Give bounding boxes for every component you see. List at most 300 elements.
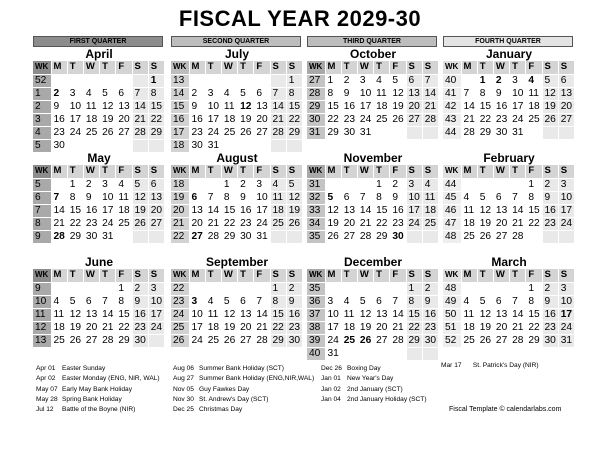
week-row: [171, 178, 303, 191]
day-cell: 14: [390, 308, 406, 321]
day-cell: 10: [406, 191, 422, 204]
day-header: T: [100, 61, 116, 74]
day-cell: 11: [374, 87, 390, 100]
day-cell: 10: [254, 191, 270, 204]
day-header: S: [422, 61, 438, 74]
day-cell: 26: [238, 126, 254, 139]
week-number: 43: [443, 113, 461, 126]
holiday-date: Apr 02: [36, 375, 56, 383]
week-row: [33, 191, 165, 204]
holiday-name: New Year's Day: [347, 375, 394, 383]
day-cell: 4: [374, 74, 390, 87]
day-cell: 27: [406, 113, 422, 126]
week-header: WK: [443, 269, 461, 282]
week-number: 39: [307, 334, 325, 347]
day-cell: 17: [510, 100, 526, 113]
holiday-name: Easter Monday (ENG, NIR, WAL): [62, 375, 160, 383]
week-row: [33, 217, 165, 230]
holiday-name: 2nd January (SCT): [347, 385, 403, 393]
day-header: S: [286, 269, 302, 282]
day-cell: [325, 282, 341, 295]
day-cell: 11: [526, 87, 542, 100]
day-header: T: [510, 269, 526, 282]
week-number: 50: [443, 308, 461, 321]
day-cell: 12: [477, 204, 493, 217]
day-cell: 3: [325, 295, 341, 308]
day-cell: 9: [493, 87, 509, 100]
day-cell: 20: [341, 217, 357, 230]
week-number: 13: [33, 334, 51, 347]
week-number: 18: [171, 139, 189, 152]
day-header: T: [238, 269, 254, 282]
month-name: February: [483, 151, 535, 165]
day-header: M: [461, 269, 477, 282]
day-header: M: [189, 269, 205, 282]
day-cell: 20: [406, 100, 422, 113]
month-table: [443, 61, 575, 140]
day-cell: 24: [558, 217, 574, 230]
month-table: [33, 165, 165, 244]
day-header: T: [100, 269, 116, 282]
day-header: S: [270, 61, 286, 74]
day-header: T: [67, 165, 83, 178]
day-cell: 8: [221, 191, 237, 204]
day-cell: 6: [493, 191, 509, 204]
day-cell: [132, 230, 148, 243]
day-cell: 10: [558, 295, 574, 308]
day-cell: 24: [189, 334, 205, 347]
holiday-name: Christmas Day: [199, 406, 243, 414]
holiday-row: [173, 385, 314, 395]
day-cell: [526, 230, 542, 243]
day-cell: 28: [51, 230, 67, 243]
holiday-name: Early May Bank Holiday: [62, 385, 132, 393]
day-cell: 2: [286, 282, 302, 295]
day-cell: [100, 282, 116, 295]
day-header: M: [51, 165, 67, 178]
week-row: [443, 178, 575, 191]
week-number: 34: [307, 217, 325, 230]
day-cell: 11: [83, 100, 99, 113]
week-row: [307, 74, 439, 87]
month-october: [307, 47, 439, 140]
day-cell: 11: [461, 204, 477, 217]
day-cell: [254, 282, 270, 295]
week-number: 25: [171, 321, 189, 334]
week-row: [171, 191, 303, 204]
month-january: [443, 47, 575, 140]
day-cell: 12: [286, 191, 302, 204]
month-name: October: [349, 47, 396, 61]
day-cell: 28: [510, 230, 526, 243]
day-cell: 8: [526, 295, 542, 308]
day-cell: 8: [477, 87, 493, 100]
week-row: [33, 100, 165, 113]
day-cell: [341, 178, 357, 191]
holiday-row: [321, 385, 427, 395]
day-header: S: [132, 165, 148, 178]
day-header: F: [254, 61, 270, 74]
week-row: [443, 308, 575, 321]
month-name: May: [87, 151, 111, 165]
day-header: W: [493, 269, 509, 282]
week-number: 40: [443, 74, 461, 87]
day-cell: [189, 74, 205, 87]
holiday-date: Jan 02: [321, 385, 341, 393]
day-cell: 28: [461, 126, 477, 139]
week-number: 48: [443, 230, 461, 243]
day-cell: 8: [526, 191, 542, 204]
day-cell: 18: [374, 100, 390, 113]
month-table: [171, 165, 303, 244]
day-cell: [493, 178, 509, 191]
day-cell: [221, 74, 237, 87]
holiday-name: Easter Sunday: [62, 365, 106, 372]
day-cell: 14: [205, 204, 221, 217]
day-cell: 1: [67, 178, 83, 191]
holiday-name: 2nd January Holiday (SCT): [347, 395, 427, 403]
day-cell: 21: [270, 113, 286, 126]
week-number: 47: [443, 217, 461, 230]
day-cell: [341, 282, 357, 295]
day-cell: 5: [221, 295, 237, 308]
day-cell: 17: [325, 321, 341, 334]
day-cell: [148, 230, 164, 243]
day-cell: 27: [341, 230, 357, 243]
day-cell: 20: [493, 321, 509, 334]
day-cell: 15: [221, 204, 237, 217]
day-cell: 2: [51, 87, 67, 100]
holiday-name: Spring Bank Holiday: [62, 395, 122, 403]
day-cell: [189, 282, 205, 295]
day-cell: 28: [205, 230, 221, 243]
week-row: [443, 321, 575, 334]
day-cell: 4: [526, 74, 542, 87]
day-header: F: [116, 269, 132, 282]
day-cell: [406, 230, 422, 243]
day-header: T: [477, 269, 493, 282]
week-number: 32: [307, 191, 325, 204]
day-cell: [83, 74, 99, 87]
day-cell: 17: [205, 113, 221, 126]
week-row: [307, 334, 439, 347]
day-cell: 30: [542, 334, 558, 347]
day-cell: 15: [270, 308, 286, 321]
day-cell: 27: [493, 230, 509, 243]
day-cell: 17: [189, 321, 205, 334]
week-header: WK: [443, 61, 461, 74]
day-cell: 29: [148, 126, 164, 139]
day-header: S: [558, 61, 574, 74]
week-row: [171, 204, 303, 217]
day-cell: [390, 347, 406, 360]
day-cell: 23: [132, 321, 148, 334]
month-table: [307, 61, 439, 140]
day-cell: 5: [132, 178, 148, 191]
month-july: [171, 47, 303, 153]
day-cell: 22: [148, 113, 164, 126]
day-cell: 10: [510, 87, 526, 100]
day-cell: 24: [558, 321, 574, 334]
day-header: F: [116, 165, 132, 178]
month-table: [33, 61, 165, 153]
week-number: 35: [307, 230, 325, 243]
week-number: 42: [443, 100, 461, 113]
day-cell: 9: [238, 191, 254, 204]
day-cell: 5: [542, 74, 558, 87]
day-cell: [510, 178, 526, 191]
day-cell: 19: [542, 100, 558, 113]
day-cell: [493, 282, 509, 295]
month-name: June: [84, 255, 113, 269]
day-header: F: [526, 165, 542, 178]
day-cell: 4: [221, 87, 237, 100]
day-cell: 3: [558, 178, 574, 191]
day-cell: 13: [238, 308, 254, 321]
month-name: April: [85, 47, 113, 61]
day-cell: 21: [357, 217, 373, 230]
month-name: September: [205, 255, 269, 269]
week-header: WK: [171, 61, 189, 74]
quarter-bar-first: FIRST QUARTER: [33, 36, 163, 47]
day-cell: 29: [374, 230, 390, 243]
day-cell: 21: [390, 321, 406, 334]
day-cell: 24: [148, 321, 164, 334]
day-cell: 13: [116, 100, 132, 113]
day-cell: 10: [205, 100, 221, 113]
day-header: F: [254, 269, 270, 282]
day-cell: 22: [374, 217, 390, 230]
day-header: F: [390, 165, 406, 178]
day-cell: 16: [189, 113, 205, 126]
day-cell: 26: [132, 217, 148, 230]
day-cell: 28: [510, 334, 526, 347]
day-cell: 23: [542, 321, 558, 334]
day-cell: [132, 74, 148, 87]
day-cell: [390, 126, 406, 139]
day-cell: 13: [493, 308, 509, 321]
week-row: [443, 282, 575, 295]
day-cell: 16: [341, 100, 357, 113]
day-cell: 21: [254, 321, 270, 334]
week-number: 38: [307, 321, 325, 334]
day-cell: 13: [148, 191, 164, 204]
day-cell: 19: [390, 100, 406, 113]
week-row: [307, 295, 439, 308]
week-row: [443, 100, 575, 113]
week-number: 1: [33, 87, 51, 100]
day-cell: [100, 74, 116, 87]
day-cell: 3: [406, 178, 422, 191]
day-cell: [510, 282, 526, 295]
day-cell: 26: [286, 217, 302, 230]
week-number: 13: [171, 74, 189, 87]
week-number: 5: [33, 139, 51, 152]
day-cell: 7: [510, 295, 526, 308]
day-cell: 20: [148, 204, 164, 217]
day-header: T: [477, 61, 493, 74]
day-cell: 11: [270, 191, 286, 204]
day-cell: 23: [286, 321, 302, 334]
week-row: [33, 74, 165, 87]
day-header: F: [526, 269, 542, 282]
day-header: S: [406, 165, 422, 178]
holiday-date: Mar 17: [441, 362, 462, 369]
day-cell: 21: [461, 113, 477, 126]
day-cell: 18: [461, 321, 477, 334]
day-header: T: [374, 269, 390, 282]
day-cell: 28: [270, 126, 286, 139]
week-number: 41: [443, 87, 461, 100]
day-cell: [558, 126, 574, 139]
day-cell: 31: [325, 347, 341, 360]
day-cell: 21: [51, 217, 67, 230]
day-cell: 14: [132, 100, 148, 113]
day-cell: 18: [83, 113, 99, 126]
week-row: [307, 217, 439, 230]
day-cell: [422, 347, 438, 360]
day-cell: [341, 347, 357, 360]
day-cell: 7: [205, 191, 221, 204]
day-cell: 11: [422, 191, 438, 204]
day-cell: 11: [116, 191, 132, 204]
day-header: M: [189, 165, 205, 178]
day-cell: 23: [422, 321, 438, 334]
week-row: [307, 230, 439, 243]
week-number: 11: [33, 308, 51, 321]
day-cell: 23: [51, 126, 67, 139]
day-cell: 12: [132, 191, 148, 204]
day-header: W: [221, 165, 237, 178]
week-number: 24: [171, 308, 189, 321]
day-header: W: [357, 165, 373, 178]
day-cell: [205, 74, 221, 87]
day-cell: 13: [406, 87, 422, 100]
day-header: S: [148, 269, 164, 282]
day-cell: 2: [189, 87, 205, 100]
week-header: WK: [443, 165, 461, 178]
day-cell: 31: [558, 334, 574, 347]
week-number: 5: [33, 178, 51, 191]
week-number: 52: [443, 334, 461, 347]
day-cell: [51, 74, 67, 87]
day-cell: 13: [558, 87, 574, 100]
day-cell: 6: [116, 87, 132, 100]
day-cell: 28: [254, 334, 270, 347]
day-cell: 7: [254, 295, 270, 308]
week-row: [443, 87, 575, 100]
day-cell: 10: [148, 295, 164, 308]
holiday-name: St. Patrick's Day (NIR): [472, 362, 539, 369]
day-cell: 9: [83, 191, 99, 204]
day-header: S: [148, 61, 164, 74]
day-cell: 26: [325, 230, 341, 243]
day-header: F: [526, 61, 542, 74]
day-cell: 27: [83, 334, 99, 347]
week-number: 17: [171, 126, 189, 139]
day-cell: 19: [221, 321, 237, 334]
week-number: 22: [171, 282, 189, 295]
day-cell: 7: [51, 191, 67, 204]
day-cell: 2: [422, 282, 438, 295]
day-cell: 22: [477, 113, 493, 126]
day-cell: [406, 126, 422, 139]
day-cell: 30: [238, 230, 254, 243]
holiday-row: [36, 374, 160, 384]
day-cell: [526, 126, 542, 139]
day-cell: [461, 282, 477, 295]
day-cell: 22: [67, 217, 83, 230]
month-name: December: [343, 255, 403, 269]
week-number: 45: [443, 191, 461, 204]
day-cell: 18: [116, 204, 132, 217]
day-cell: 14: [100, 308, 116, 321]
day-cell: 25: [83, 126, 99, 139]
week-row: [443, 334, 575, 347]
day-cell: [205, 178, 221, 191]
day-cell: 6: [254, 87, 270, 100]
day-cell: 7: [100, 295, 116, 308]
day-header: F: [254, 165, 270, 178]
day-cell: 16: [390, 204, 406, 217]
week-number: 21: [171, 217, 189, 230]
week-row: [33, 308, 165, 321]
day-cell: 23: [542, 217, 558, 230]
day-cell: 27: [116, 126, 132, 139]
day-cell: 15: [67, 204, 83, 217]
holiday-row: [36, 405, 160, 415]
day-cell: 19: [67, 321, 83, 334]
day-header: M: [51, 269, 67, 282]
week-row: [33, 321, 165, 334]
day-cell: 27: [189, 230, 205, 243]
day-header: T: [205, 269, 221, 282]
week-number: 51: [443, 321, 461, 334]
day-cell: 6: [558, 74, 574, 87]
week-number: 9: [33, 282, 51, 295]
day-cell: 2: [83, 178, 99, 191]
day-header: T: [238, 61, 254, 74]
day-header: M: [51, 61, 67, 74]
day-cell: 16: [238, 204, 254, 217]
day-cell: 24: [325, 334, 341, 347]
day-cell: 31: [205, 139, 221, 152]
month-table: [443, 269, 575, 348]
day-cell: 2: [542, 178, 558, 191]
day-cell: [148, 334, 164, 347]
day-header: F: [116, 61, 132, 74]
day-cell: 1: [148, 74, 164, 87]
day-cell: 9: [422, 295, 438, 308]
day-header: S: [542, 165, 558, 178]
day-cell: 4: [116, 178, 132, 191]
week-row: [307, 347, 439, 360]
day-cell: 8: [67, 191, 83, 204]
holiday-name: Summer Bank Holiday (ENG,NIR,WAL): [199, 375, 315, 383]
holiday-row: [173, 374, 314, 384]
day-cell: 5: [390, 74, 406, 87]
day-cell: [205, 282, 221, 295]
holiday-list-2: [173, 364, 314, 415]
day-cell: 12: [357, 308, 373, 321]
day-cell: [238, 74, 254, 87]
day-cell: 1: [116, 282, 132, 295]
holiday-row: [173, 405, 314, 415]
day-cell: 11: [221, 100, 237, 113]
day-cell: [270, 74, 286, 87]
day-header: S: [542, 269, 558, 282]
day-cell: 29: [270, 334, 286, 347]
